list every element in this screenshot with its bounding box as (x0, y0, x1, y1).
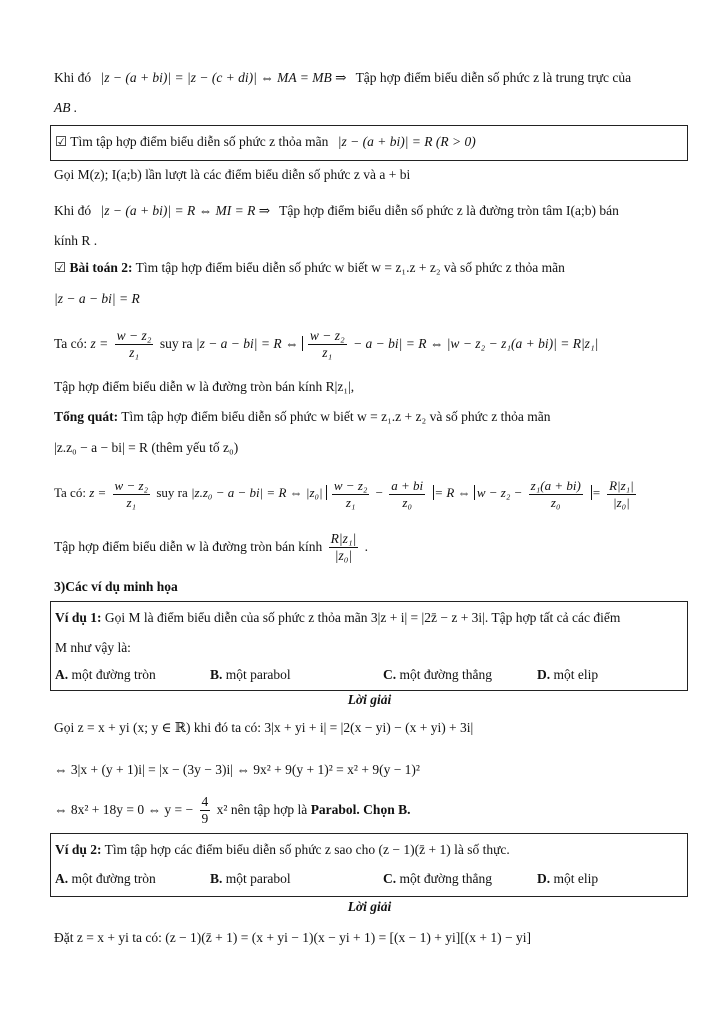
option-c: C. một đường thẳng (383, 667, 492, 682)
fraction: $\frac{\text{w − z₂}}{\text{z₁}}$ (114, 477, 149, 510)
option-c: C. một đường thẳng (383, 871, 492, 886)
general-condition: |z.z₀ − a − bi| = R (thêm yếu tố z₀) (54, 440, 239, 455)
para-duong-tron: Khi đó |z − (a + bi)| = R ⇔ MI = R ⇒ Tập hợp điểm biểu diễn số phức z là đường tròn tâm I(a;b) bán (54, 203, 619, 218)
general-case: Tổng quát: Tìm tập hợp điểm biểu diễn số phức w biết w = z₁.z + z₂ và số phức z thỏa mãn (54, 409, 551, 424)
section-title: 3)Các ví dụ minh họa (54, 579, 178, 594)
option-b: B. một parabol (210, 667, 291, 682)
derivation-1: Ta có: z = $\frac{\text{w − z₂}}{\text{z₁}}$ suy ra |z − a − bi| = R ⇔ $\frac{\text{w − z₂}}{\text{z₁}}$ − a − bi| = R ⇔ |w − z₂ − z₁(a + bi)| = R|z₁| (54, 328, 599, 361)
note-box-circle: ☑ Tìm tập hợp điểm biểu diễn số phức z thỏa mãn |z − (a + bi)| = R (R > 0) (50, 125, 688, 161)
option-a: A. một đường tròn (55, 871, 156, 886)
fraction: $\frac{\text{w − z₂}}{\text{z₁}}$ (309, 328, 345, 361)
option-d: D. một elip (537, 667, 599, 682)
fraction: $\frac{\text{R|z₁|}}{\text{|z₀|}}$ (330, 531, 357, 564)
fraction: $\frac{\text{z₁(a + bi)}}{\text{z₀}}$ (530, 477, 581, 510)
solution-1-line-2: ⇔ 3|x + (y + 1)i| = |x − (3y − 3)i| ⇔ 9x² + 9(y + 1)² = x² + 9(y − 1)² (54, 762, 420, 777)
para-duong-tron-cont: kính R . (54, 233, 98, 248)
fraction: $\frac{\text{R|z₁|}}{\text{|z₀|}}$ (609, 477, 634, 510)
example-2-options (55, 869, 675, 889)
para-goi-m: Gọi M(z); I(a;b) lần lượt là các điểm biểu diễn số phức z và a + bi (54, 167, 411, 182)
solution-2-title: Lời giải (347, 899, 392, 914)
derivation-2: Ta có: z = $\frac{\text{w − z₂}}{\text{z₁}}$ suy ra |z.z₀ − a − bi| = R ⇔ |z₀| $\frac{\text{w − z₂}}{\text{z₁}}$ − $\frac{a + bi}{\text{z₀}}$ = R ⇔ w − z₂ − $\frac{\text{z₁(a + bi)}}{\text{z₀}}$ = $\frac{\text{R|z₁|}}{\text{|z₀|}}$ (54, 477, 634, 510)
problem-2-condition: |z − a − bi| = R (54, 291, 140, 306)
example-1-box: Ví dụ 1: Gọi M là điểm biểu diễn của số phức z thỏa mãn 3|z + i| = |2z̄ − z + 3i|. Tập hợp tất cả các điểm M như vậy là: A. một đường tròn B. một parabol C. một đường thẳng D. một elip (50, 601, 688, 691)
option-b: B. một parabol (210, 871, 291, 886)
fraction: $\frac{\text{w − z₂}}{\text{z₁}}$ (116, 328, 152, 361)
example-1-options (55, 665, 675, 685)
conclusion-1: Tập hợp điểm biểu diễn w là đường tròn bán kính R|z₁|, (54, 379, 355, 394)
solution-1-title: Lời giải (347, 692, 392, 707)
conclusion-2: Tập hợp điểm biểu diễn w là đường tròn bán kính $\frac{\text{R|z₁|}}{\text{|z₀|}}$ . (54, 531, 369, 564)
checkbox-icon: ☑ (55, 134, 68, 149)
para-trung-truc: Khi đó |z − (a + bi)| = |z − (c + di)| ⇔ MA = MB ⇒ Tập hợp điểm biểu diễn số phức z là trung trực của (54, 70, 632, 85)
fraction: $\frac{4}{9}$ (201, 794, 209, 827)
problem-2: ☑ Bài toán 2: Tìm tập hợp điểm biểu diễn số phức w biết w = z₁.z + z₂ và số phức z thỏa mãn (54, 260, 565, 275)
option-d: D. một elip (537, 871, 599, 886)
solution-1-line-3: ⇔ 8x² + 18y = 0 ⇔ y = − $\frac{4}{9}$ x² nên tập hợp là Parabol. Chọn B. (54, 794, 411, 827)
option-a: A. một đường tròn (55, 667, 156, 682)
checkbox-icon: ☑ (54, 260, 67, 275)
fraction: $\frac{a + bi}{\text{z₀}}$ (391, 477, 424, 510)
example-2-box: Ví dụ 2: Tìm tập hợp các điểm biểu diễn số phức z sao cho (z − 1)(z̄ + 1) là số thực. A. một đường tròn B. một parabol C. một đường thẳng D. một elip (50, 833, 688, 897)
solution-1-line-1: Gọi z = x + yi (x; y ∈ ℝ) khi đó ta có: 3|x + yi + i| = |2(x − yi) − (x + yi) + 3i| (54, 720, 474, 735)
para-trung-truc-cont: AB . (54, 100, 78, 115)
solution-2-line-1: Đặt z = x + yi ta có: (z − 1)(z̄ + 1) = (x + yi − 1)(x − yi + 1) = [(x − 1) + yi][(x + 1) − yi] (54, 930, 531, 945)
fraction: $\frac{\text{w − z₂}}{\text{z₁}}$ (333, 477, 368, 510)
